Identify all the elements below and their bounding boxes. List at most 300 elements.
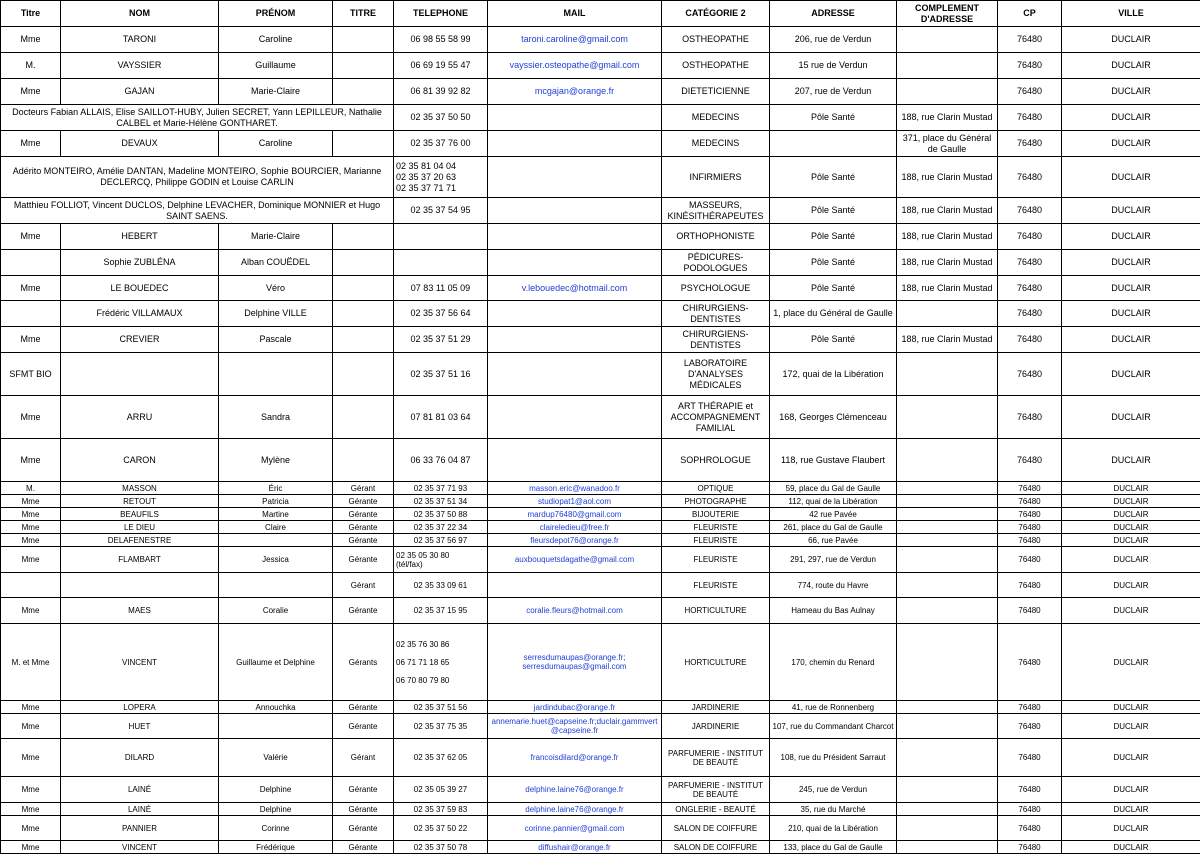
cp-cell: 76480 [998,250,1062,276]
complement-cell: 188, rue Clarin Mustad [897,327,998,353]
ville-cell: DUCLAIR [1062,482,1200,495]
complement-cell [897,816,998,841]
adresse-cell: 291, 297, rue de Verdun [770,547,897,573]
telephone-cell: 06 81 39 92 82 [394,79,488,105]
complement-cell [897,439,998,482]
telephone-cell: 02 35 33 09 61 [394,573,488,598]
adresse-cell: 42 rue Pavée [770,508,897,521]
mail-cell: auxbouquetsdagathe@gmail.com [488,547,662,573]
categorie-cell: OPTIQUE [662,482,770,495]
titre2-cell: Gérante [333,816,394,841]
mail-cell: delphine.laine76@orange.fr [488,803,662,816]
ville-cell: DUCLAIR [1062,624,1200,701]
titre-cell: Mme [1,521,61,534]
titre2-cell: Gérante [333,841,394,854]
prenom-cell: Jessica [219,547,333,573]
titre2-cell: Gérante [333,803,394,816]
cp-cell: 76480 [998,508,1062,521]
telephone-cell: 02 35 37 51 16 [394,353,488,396]
ville-cell: DUCLAIR [1062,53,1200,79]
nom-cell: MASSON [61,482,219,495]
mail-cell [488,327,662,353]
categorie-cell: LABORATOIRE D'ANALYSES MÉDICALES [662,353,770,396]
prenom-cell [219,534,333,547]
cp-cell: 76480 [998,841,1062,854]
cp-cell: 76480 [998,714,1062,739]
nom-cell: DILARD [61,739,219,777]
header-cell: TITRE [333,1,394,27]
table-row [1,701,1200,714]
table-row [1,157,1200,198]
titre2-cell [333,353,394,396]
mail-cell: mcgajan@orange.fr [488,79,662,105]
adresse-cell: 35, rue du Marché [770,803,897,816]
merged-names-cell: Docteurs Fabian ALLAIS, Elise SAILLOT-HUBY, Julien SECRET, Yann LEPILLEUR, Nathalie CALBEL et Marie-Hélène GONTHARET. [1,105,394,131]
complement-cell [897,495,998,508]
nom-cell: LE DIEU [61,521,219,534]
nom-cell: LE BOUEDEC [61,276,219,301]
cp-cell: 76480 [998,276,1062,301]
adresse-cell: 66, rue Pavée [770,534,897,547]
mail-cell: serresdumaupas@orange.fr; serresdumaupas@gmail.com [488,624,662,701]
telephone-cell: 02 35 37 76 00 [394,131,488,157]
ville-cell: DUCLAIR [1062,353,1200,396]
titre-cell: Mme [1,777,61,803]
ville-cell: DUCLAIR [1062,777,1200,803]
titre-cell: SFMT BIO [1,353,61,396]
ville-cell: DUCLAIR [1062,250,1200,276]
prenom-cell: Mylène [219,439,333,482]
titre2-cell [333,224,394,250]
prenom-cell: Delphine VILLE [219,301,333,327]
titre2-cell [333,301,394,327]
adresse-cell: 207, rue de Verdun [770,79,897,105]
table-row [1,624,1200,701]
titre-cell: Mme [1,841,61,854]
cp-cell: 76480 [998,739,1062,777]
categorie-cell: JARDINERIE [662,714,770,739]
adresse-cell: 15 rue de Verdun [770,53,897,79]
ville-cell: DUCLAIR [1062,157,1200,198]
telephone-cell: 02 35 76 30 86 06 71 71 18 65 06 70 80 79 80 [394,624,488,701]
table-row [1,396,1200,439]
nom-cell: MAES [61,598,219,624]
header-cell: MAIL [488,1,662,27]
complement-cell [897,624,998,701]
ville-cell: DUCLAIR [1062,803,1200,816]
telephone-cell: 02 35 37 54 95 [394,198,488,224]
header-cell: ADRESSE [770,1,897,27]
adresse-cell: Pôle Santé [770,105,897,131]
table-row [1,841,1200,854]
adresse-cell: 170, chemin du Renard [770,624,897,701]
titre2-cell: Gérante [333,508,394,521]
mail-cell: delphine.laine76@orange.fr [488,777,662,803]
telephone-cell: 06 33 76 04 87 [394,439,488,482]
cp-cell: 76480 [998,53,1062,79]
titre2-cell: Gérante [333,495,394,508]
complement-cell [897,27,998,53]
mail-cell [488,105,662,131]
mail-cell: fleursdepot76@orange.fr [488,534,662,547]
adresse-cell: Pôle Santé [770,157,897,198]
header-cell: NOM [61,1,219,27]
adresse-cell: 172, quai de la Libération [770,353,897,396]
titre-cell: Mme [1,816,61,841]
titre2-cell [333,131,394,157]
prenom-cell: Martine [219,508,333,521]
categorie-cell: SOPHROLOGUE [662,439,770,482]
merged-names-cell: Adérito MONTEIRO, Amélie DANTAN, Madeline MONTEIRO, Sophie BOURCIER, Marianne DECLERCQ, Philippe GODIN et Louise CARLIN [1,157,394,198]
table-row [1,547,1200,573]
mail-cell [488,131,662,157]
complement-cell [897,301,998,327]
mail-cell: francoisdilard@orange.fr [488,739,662,777]
telephone-cell: 02 35 37 50 88 [394,508,488,521]
nom-cell: VAYSSIER [61,53,219,79]
header-cell: Titre [1,1,61,27]
categorie-cell: PARFUMERIE - INSTITUT DE BEAUTÉ [662,777,770,803]
complement-cell [897,79,998,105]
titre2-cell: Gérante [333,547,394,573]
mail-cell [488,224,662,250]
telephone-cell: 02 35 37 62 05 [394,739,488,777]
titre2-cell: Gérant [333,482,394,495]
cp-cell: 76480 [998,327,1062,353]
table-row [1,131,1200,157]
titre2-cell [333,79,394,105]
titre-cell: Mme [1,739,61,777]
table-row [1,105,1200,131]
adresse-cell: Pôle Santé [770,198,897,224]
adresse-cell: 210, quai de la Libération [770,816,897,841]
ville-cell: DUCLAIR [1062,508,1200,521]
mail-cell [488,439,662,482]
titre-cell: Mme [1,27,61,53]
prenom-cell: Guillaume [219,53,333,79]
titre2-cell: Gérant [333,573,394,598]
categorie-cell: FLEURISTE [662,521,770,534]
adresse-cell: Pôle Santé [770,250,897,276]
complement-cell [897,701,998,714]
prenom-cell: Véro [219,276,333,301]
ville-cell: DUCLAIR [1062,105,1200,131]
nom-cell: BEAUFILS [61,508,219,521]
prenom-cell: Marie-Claire [219,79,333,105]
telephone-cell: 02 35 37 51 34 [394,495,488,508]
telephone-cell: 02 35 37 50 50 [394,105,488,131]
table-row [1,482,1200,495]
ville-cell: DUCLAIR [1062,327,1200,353]
nom-cell: LAINÉ [61,777,219,803]
categorie-cell: HORTICULTURE [662,598,770,624]
categorie-cell: OSTHEOPATHE [662,27,770,53]
table-row [1,739,1200,777]
adresse-cell: 206, rue de Verdun [770,27,897,53]
categorie-cell: FLEURISTE [662,573,770,598]
prenom-cell: Alban COUËDEL [219,250,333,276]
adresse-cell: 245, rue de Verdun [770,777,897,803]
nom-cell: FLAMBART [61,547,219,573]
mail-cell: clairelediеu@free.fr [488,521,662,534]
table-row [1,598,1200,624]
ville-cell: DUCLAIR [1062,534,1200,547]
categorie-cell: FLEURISTE [662,534,770,547]
titre2-cell: Gérante [333,701,394,714]
cp-cell: 76480 [998,777,1062,803]
titre-cell: Mme [1,714,61,739]
nom-cell: Sophie ZUBLÉNA [61,250,219,276]
table-row [1,276,1200,301]
table-row [1,573,1200,598]
ville-cell: DUCLAIR [1062,701,1200,714]
adresse-cell: 59, place du Gal de Gaulle [770,482,897,495]
categorie-cell: ORTHOPHONISTE [662,224,770,250]
nom-cell: VINCENT [61,624,219,701]
titre-cell: M. et Mme [1,624,61,701]
mail-cell [488,353,662,396]
telephone-cell: 02 35 37 71 93 [394,482,488,495]
nom-cell: CREVIER [61,327,219,353]
mail-cell: mardup76480@gmail.com [488,508,662,521]
cp-cell: 76480 [998,547,1062,573]
mail-cell: coralie.fleurs@hotmail.com [488,598,662,624]
nom-cell: ARRU [61,396,219,439]
telephone-cell: 02 35 37 51 29 [394,327,488,353]
table-row [1,495,1200,508]
categorie-cell: CHIRURGIENS-DENTISTES [662,327,770,353]
cp-cell: 76480 [998,224,1062,250]
categorie-cell: SALON DE COIFFURE [662,816,770,841]
ville-cell: DUCLAIR [1062,396,1200,439]
prenom-cell: Delphine [219,777,333,803]
categorie-cell: MASSEURS, KINÉSITHÉRAPEUTES [662,198,770,224]
ville-cell: DUCLAIR [1062,547,1200,573]
adresse-cell: 112, quai de la Libération [770,495,897,508]
categorie-cell: INFIRMIERS [662,157,770,198]
table-body [1,27,1200,854]
titre-cell: M. [1,53,61,79]
titre2-cell [333,53,394,79]
titre-cell: Mme [1,598,61,624]
table-row [1,224,1200,250]
mail-cell: diffushair@orange.fr [488,841,662,854]
table-row [1,521,1200,534]
nom-cell: HUET [61,714,219,739]
complement-cell [897,521,998,534]
complement-cell: 371, place du Général de Gaulle [897,131,998,157]
adresse-cell: 118, rue Gustave Flaubert [770,439,897,482]
ville-cell: DUCLAIR [1062,198,1200,224]
table-row [1,27,1200,53]
complement-cell [897,714,998,739]
adresse-cell: 107, rue du Commandant Charcot [770,714,897,739]
prenom-cell: Corinne [219,816,333,841]
titre-cell: Mme [1,396,61,439]
header-cell: TELEPHONE [394,1,488,27]
mail-cell [488,198,662,224]
cp-cell: 76480 [998,701,1062,714]
table-row [1,777,1200,803]
titre2-cell: Gérante [333,534,394,547]
nom-cell: HEBERT [61,224,219,250]
prenom-cell: Patricia [219,495,333,508]
titre2-cell [333,327,394,353]
prenom-cell: Coralie [219,598,333,624]
telephone-cell: 02 35 05 30 80 (tél/fax) [394,547,488,573]
prenom-cell: Éric [219,482,333,495]
mail-cell: studiopat1@aol.com [488,495,662,508]
categorie-cell: OSTHEOPATHE [662,53,770,79]
titre-cell: Mme [1,327,61,353]
prenom-cell: Frédérique [219,841,333,854]
titre2-cell: Gérante [333,521,394,534]
telephone-cell: 02 35 37 51 56 [394,701,488,714]
mail-cell: taroni.caroline@gmail.com [488,27,662,53]
merged-names-cell: Matthieu FOLLIOT, Vincent DUCLOS, Delphine LEVACHER, Dominique MONNIER et Hugo SAINT SAENS. [1,198,394,224]
table-row [1,439,1200,482]
categorie-cell: PSYCHOLOGUE [662,276,770,301]
ville-cell: DUCLAIR [1062,224,1200,250]
table-row [1,508,1200,521]
cp-cell: 76480 [998,198,1062,224]
telephone-cell [394,250,488,276]
cp-cell: 76480 [998,27,1062,53]
titre-cell [1,250,61,276]
adresse-cell: 108, rue du Président Sarraut [770,739,897,777]
adresse-cell: 261, place du Gal de Gaulle [770,521,897,534]
titre-cell: Mme [1,79,61,105]
telephone-cell: 02 35 37 15 95 [394,598,488,624]
complement-cell [897,841,998,854]
cp-cell: 76480 [998,105,1062,131]
categorie-cell: ART THÉRAPIE et ACCOMPAGNEMENT FAMILIAL [662,396,770,439]
nom-cell: CARON [61,439,219,482]
ville-cell: DUCLAIR [1062,521,1200,534]
titre-cell: Mme [1,534,61,547]
ville-cell: DUCLAIR [1062,573,1200,598]
telephone-cell: 07 83 11 05 09 [394,276,488,301]
complement-cell [897,573,998,598]
complement-cell [897,482,998,495]
cp-cell: 76480 [998,624,1062,701]
cp-cell: 76480 [998,131,1062,157]
mail-cell [488,396,662,439]
mail-cell [488,573,662,598]
mail-cell: annemarie.huet@capseine.fr;duclair.gammvert@capseine.fr [488,714,662,739]
cp-cell: 76480 [998,157,1062,198]
complement-cell [897,777,998,803]
cp-cell: 76480 [998,439,1062,482]
categorie-cell: SALON DE COIFFURE [662,841,770,854]
titre-cell: M. [1,482,61,495]
categorie-cell: BIJOUTERIE [662,508,770,521]
complement-cell [897,353,998,396]
titre2-cell: Gérante [333,714,394,739]
adresse-cell: Pôle Santé [770,276,897,301]
prenom-cell: Caroline [219,27,333,53]
titre-cell: Mme [1,276,61,301]
titre2-cell: Gérants [333,624,394,701]
categorie-cell: PHOTOGRAPHE [662,495,770,508]
nom-cell: LAINÉ [61,803,219,816]
nom-cell [61,573,219,598]
complement-cell: 188, rue Clarin Mustad [897,198,998,224]
nom-cell: LOPERA [61,701,219,714]
ville-cell: DUCLAIR [1062,276,1200,301]
cp-cell: 76480 [998,534,1062,547]
table-row [1,327,1200,353]
categorie-cell: MEDECINS [662,105,770,131]
table-row [1,803,1200,816]
header-cell: VILLE [1062,1,1200,27]
header-cell: CP [998,1,1062,27]
categorie-cell: JARDINERIE [662,701,770,714]
table-row [1,250,1200,276]
titre-cell: Mme [1,547,61,573]
nom-cell: TARONI [61,27,219,53]
titre-cell [1,573,61,598]
titre-cell: Mme [1,701,61,714]
ville-cell: DUCLAIR [1062,841,1200,854]
categorie-cell: DIETETICIENNE [662,79,770,105]
table-row [1,79,1200,105]
cp-cell: 76480 [998,598,1062,624]
header-cell: COMPLEMENT D'ADRESSE [897,1,998,27]
prenom-cell: Claire [219,521,333,534]
complement-cell [897,598,998,624]
adresse-cell: Hameau du Bas Aulnay [770,598,897,624]
titre-cell: Mme [1,131,61,157]
cp-cell: 76480 [998,301,1062,327]
titre2-cell [333,276,394,301]
titre2-cell [333,439,394,482]
categorie-cell: FLEURISTE [662,547,770,573]
telephone-cell [394,224,488,250]
adresse-cell: 774, route du Havre [770,573,897,598]
header-cell: PRÉNOM [219,1,333,27]
cp-cell: 76480 [998,353,1062,396]
table-row [1,534,1200,547]
cp-cell: 76480 [998,79,1062,105]
titre2-cell: Gérante [333,777,394,803]
titre2-cell: Gérante [333,598,394,624]
ville-cell: DUCLAIR [1062,598,1200,624]
nom-cell: VINCENT [61,841,219,854]
complement-cell [897,547,998,573]
table-row [1,714,1200,739]
titre2-cell: Gérant [333,739,394,777]
nom-cell: RETOUT [61,495,219,508]
complement-cell: 188, rue Clarin Mustad [897,250,998,276]
mail-cell: jardindubac@orange.fr [488,701,662,714]
titre-cell: Mme [1,439,61,482]
prenom-cell [219,714,333,739]
mail-cell [488,250,662,276]
complement-cell: 188, rue Clarin Mustad [897,276,998,301]
prenom-cell: Sandra [219,396,333,439]
ville-cell: DUCLAIR [1062,739,1200,777]
nom-cell: Frédéric VILLAMAUX [61,301,219,327]
complement-cell [897,396,998,439]
telephone-cell: 02 35 37 56 97 [394,534,488,547]
complement-cell: 188, rue Clarin Mustad [897,105,998,131]
adresse-cell [770,131,897,157]
adresse-cell: 41, rue de Ronnenberg [770,701,897,714]
titre-cell: Mme [1,508,61,521]
telephone-cell: 02 35 81 04 04 02 35 37 20 63 02 35 37 71 71 [394,157,488,198]
categorie-cell: PARFUMERIE - INSTITUT DE BEAUTÉ [662,739,770,777]
